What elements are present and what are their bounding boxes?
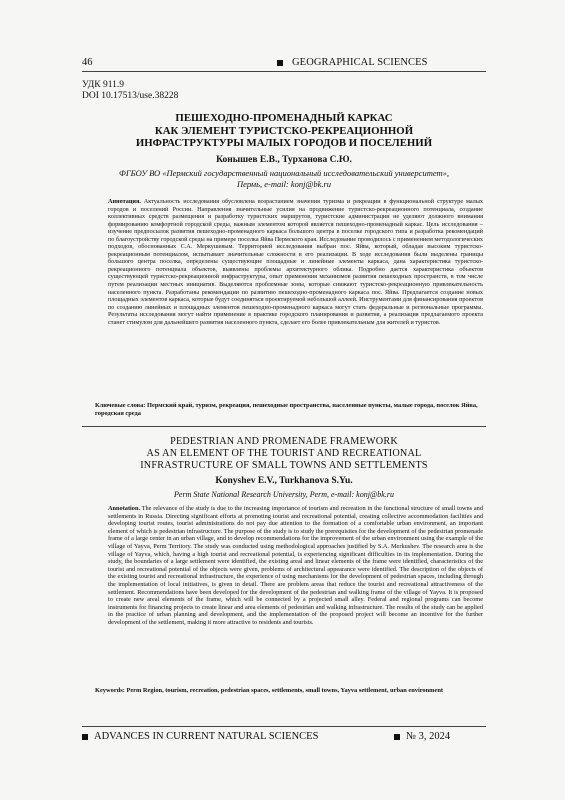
title-ru-line: КАК ЭЛЕМЕНТ ТУРИСТСКО-РЕКРЕАЦИОННОЙ: [154, 124, 414, 137]
header-journal-title: GEOGRAPHICAL SCIENCES: [292, 57, 428, 68]
title-en-line: PEDESTRIAN AND PROMENADE FRAMEWORK: [170, 436, 398, 447]
keywords-english: [95, 687, 483, 695]
abstract-russian: [108, 198, 483, 326]
article-meta: [82, 80, 178, 102]
abstract-ru-label: Аннотация.: [108, 198, 141, 205]
abstract-ru-text: Актуальность исследования обусловлена возрастанием значения туризма и рекреации в функциональной структуре малых городов и поселений России. Направления значительные усилия на продвижение туристско-рекреационного потенциала, создание коллективных средств размещения и разработку туристских маршрутов, туристские администрации не уделяют должного внимания формированию комфортной городской среды, важным элементом которой является пешеходно-променадный каркас. Цель исследования – изучение предпосылок развития пешеходно-променадного каркаса большого центра в поселке городского типа и разработка рекомендаций по благоустройству городской среды на примере поселка Яйва Пермского края. Исследование проводилось с применением методологических подходов, обоснованных С.А. Меркушевым. Территорией исследования выбран пос. Яйва, который, обладая высоким туристско-рекреационным потенциалом, испытывает значительные сложности в его реализации. В ходе исследования были выделены границы большого центра поселка, определены существующие площадные и линейные элементы каркаса, дана характеристика туристско-рекреационного потенциала объектов, выявлены проблемы архитектурного облика. Подробно дается характеристика объектов существующей туристско-рекреационной инфраструктуры, опыт применения механизмов развития пешеходных пространств, в том числе путем реализации местных инициатив. Выделяются проблемные зоны, которые снижают туристско-рекреационную привлекательность населенного пункта. Разработаны рекомендации по развитию пешеходно-променадного каркаса пос. Яйва. Предлагается создание новых площадных элементов каркаса, которые будут соединяться проектируемой небольшой аллеей. Инструментами для финансирования проектов по созданию линейных и площадных элементов пешеходно-променадного каркаса могут стать федеральные и региональные программы. Результаты исследования могут найти применение в практике городского планирования и развития, а реализация предлагаемого проекта станет стимулом для дальнейшего развития населенного пункта, сделает его более привлекательным для жителей и туристов.: [108, 198, 483, 326]
section-divider: [82, 426, 486, 427]
doi: DOI 10.17513/use.38228: [82, 91, 179, 101]
abstract-en-text: The relevance of the study is due to the increasing importance of tourism and recreation in the functional structure of small towns and settlements in Russia. Directing significant efforts at promoting tourist and recreational potential, creating collective accommodation facilities and developing tourist routes, tourist administrations do not pay due attention to the formation of a comfortable urban environment, an important element of which is pedestrian infrastructure. The purpose of the study is to study the prerequisites for the development of the pedestrian promenade frame of a large center in an urban village, and to develop recommendations for the improvement of the urban environment using the example of the village of Yayva, Perm Territory. The study was conducted using methodological approaches justified by S.A. Merkushev. The research area is the village of Yayva, which, having a high tourist and recreational potential, is experiencing significant difficulties in its implementation. During the study, the boundaries of a large settlement were identified, the existing areal and linear elements of the frame were identified, characteristics of the tourist and recreational potential of the objects were given, problems of architectural appearance were identified. The description of the objects of the existing tourist and recreational infrastructure, the experience of using mechanisms for the development of pedestrian spaces, including through the implementation of local initiatives, is given in detail. There are problem areas that reduce the tourist and recreational attractiveness of the settlement. Recommendations have been developed for the development of the pedestrian and walking frame of the village of Yayva. It is proposed to create new areal elements of the frame, which will be connected by a projected small alley. Federal and regional programs can become instruments for financing projects to create linear and area elements of pedestrian and walking infrastructure. The results of the study can be applied in the practice of urban planning and development, and the implementation of the proposed project will become an incentive for the further development of the settlement, making it more attractive to residents and tourists.: [108, 505, 483, 626]
affiliation-russian: [100, 168, 468, 189]
title-english: [82, 436, 486, 473]
keywords-ru-label: Ключевые слова:: [95, 402, 146, 409]
footer-square-bullet: [394, 734, 400, 740]
title-ru-line: ПЕШЕХОДНО-ПРОМЕНАДНЫЙ КАРКАС: [175, 112, 393, 124]
header-rule: [82, 71, 486, 72]
page-footer: [82, 726, 486, 742]
udk-code: УДК 911.9: [82, 80, 124, 90]
affiliation-english: Perm State National Research University, Perm, e-mail: konj@bk.ru: [174, 490, 394, 499]
page-number: 46: [82, 57, 93, 68]
abstract-english: [108, 505, 483, 627]
abstract-en-label: Annotation.: [108, 505, 141, 512]
keywords-ru-text: Пермский край, туризм, рекреация, пешеходные пространства, населенные пункты, малые города, поселок Яйва, городская среда: [95, 402, 478, 417]
keywords-en-text: Perm Region, tourism, recreation, pedestrian spaces, settlements, small towns, Yayva settlement, urban environment: [126, 687, 444, 694]
affiliation-ru-line: Пермь, e-mail: konj@bk.ru: [236, 178, 332, 189]
header-square-bullet: [277, 60, 283, 66]
keywords-en-label: Keywords:: [95, 687, 125, 694]
title-russian: [82, 112, 486, 150]
footer-journal-title: ADVANCES IN CURRENT NATURAL SCIENCES: [94, 731, 319, 742]
title-en-line: AS AN ELEMENT OF THE TOURIST AND RECREATIONAL: [146, 448, 422, 460]
footer-rule: [82, 726, 486, 727]
page-header: [82, 55, 486, 71]
title-ru-line: ИНФРАСТРУКТУРЫ МАЛЫХ ГОРОДОВ И ПОСЕЛЕНИЙ: [135, 137, 433, 149]
footer-square-bullet: [82, 734, 88, 740]
keywords-russian: [95, 402, 483, 417]
title-en-line: INFRASTRUCTURE OF SMALL TOWNS AND SETTLEMENTS: [140, 460, 428, 472]
footer-issue: № 3, 2024: [406, 731, 451, 742]
authors-english: Konyshev E.V., Turkhanova S.Yu.: [215, 476, 353, 486]
affiliation-ru-line: ФГБОУ ВО «Пермский государственный национальный исследовательский университет»,: [118, 168, 450, 178]
authors-russian: Конышев Е.В., Турханова С.Ю.: [216, 155, 352, 165]
